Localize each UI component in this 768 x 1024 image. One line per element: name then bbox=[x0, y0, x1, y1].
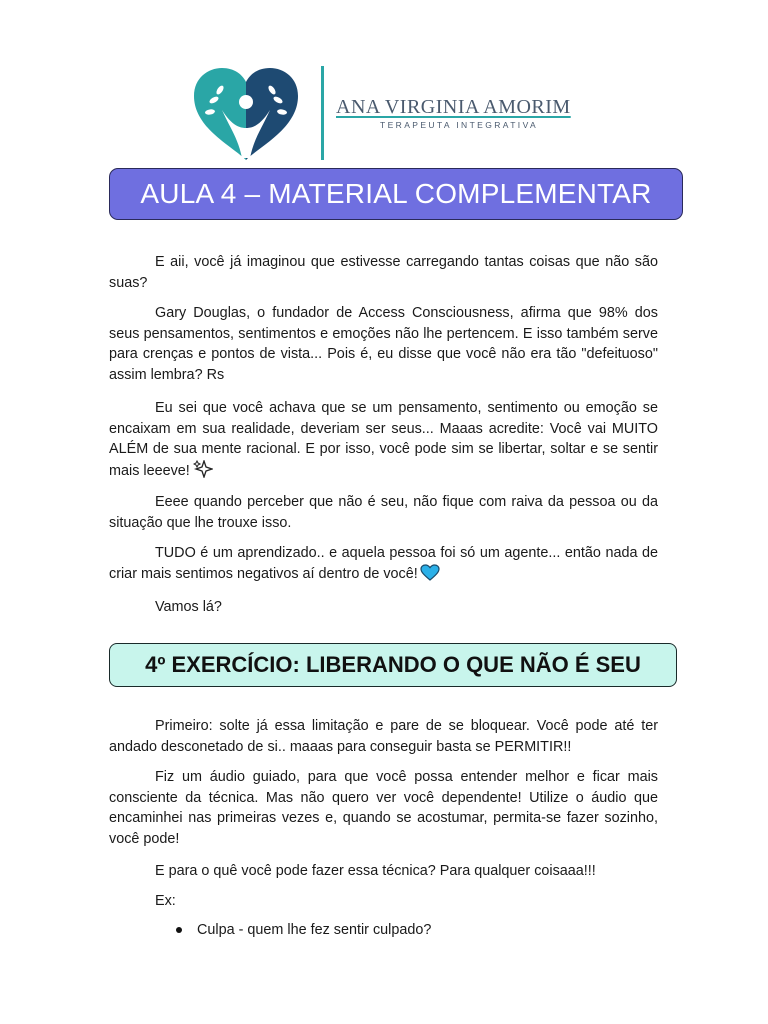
list-item bbox=[176, 920, 431, 940]
blue-heart-icon bbox=[420, 564, 440, 581]
sparkle-icon bbox=[193, 460, 213, 478]
exercise-paragraph-4: Ex: bbox=[155, 893, 176, 909]
exercise-paragraph-1: Primeiro: solte já essa limitação e pare de se bloquear. Você pode até ter andado desconetado de si.. maaas para conseguir basta se PERMITIR!! bbox=[109, 718, 658, 755]
intro-paragraph-1: E aii, você já imaginou que estivesse carregando tantas coisas que não são suas? bbox=[109, 254, 658, 291]
document-header bbox=[0, 0, 768, 165]
intro-paragraph-5-text: TUDO é um aprendizado.. e aquela pessoa foi só um agente... então nada de criar mais sentimos negativos aí dentro de você! bbox=[109, 545, 658, 582]
exercise-title-banner bbox=[109, 643, 677, 687]
lesson-title-banner bbox=[109, 168, 683, 220]
exercise-title: 4º EXERCÍCIO: LIBERANDO O QUE NÃO É SEU bbox=[145, 652, 641, 677]
exercise-paragraph-2: Fiz um áudio guiado, para que você possa entender melhor e ficar mais consciente da técnica. Mas não quero ver você dependente! Utilize o áudio que encaminhei nas primeiras vezes e, quando se acostumar, permita-se fazer sozinho, você pode! bbox=[109, 769, 658, 847]
brand-subtitle: TERAPEUTA INTEGRATIVA bbox=[380, 120, 539, 130]
brand-name: ANA VIRGINIA AMORIM bbox=[336, 96, 571, 118]
intro-paragraph-4: Eeee quando perceber que não é seu, não fique com raiva da pessoa ou da situação que lhe trouxe isso. bbox=[109, 494, 658, 531]
lesson-title: AULA 4 – MATERIAL COMPLEMENTAR bbox=[140, 178, 652, 209]
heart-logo-icon bbox=[192, 66, 300, 162]
intro-paragraph-3 bbox=[109, 398, 658, 481]
exercise-paragraph-3: E para o quê você pode fazer essa técnica? Para qualquer coisaaa!!! bbox=[155, 863, 596, 879]
bullet-icon bbox=[176, 927, 182, 933]
intro-paragraph-6: Vamos lá? bbox=[155, 599, 222, 615]
intro-paragraph-5 bbox=[109, 543, 658, 584]
list-item-text: Culpa - quem lhe fez sentir culpado? bbox=[197, 922, 432, 938]
intro-paragraph-2: Gary Douglas, o fundador de Access Consciousness, afirma que 98% dos seus pensamentos, sentimentos e emoções não lhe pertencem. E isso também serve para crenças e pontos de vista... Pois é, eu disse que você não era tão "defeituoso" assim lembra? Rs bbox=[109, 305, 658, 383]
intro-paragraph-3-text: Eu sei que você achava que se um pensamento, sentimento ou emoção se encaixam em sua realidade, deveriam ser seus... Maaas acredite: Você vai MUITO ALÉM de sua mente racional. E por isso, você pode sim se libertar, soltar e se sentir mais leeeve! bbox=[109, 400, 658, 479]
logo-divider bbox=[321, 66, 324, 160]
